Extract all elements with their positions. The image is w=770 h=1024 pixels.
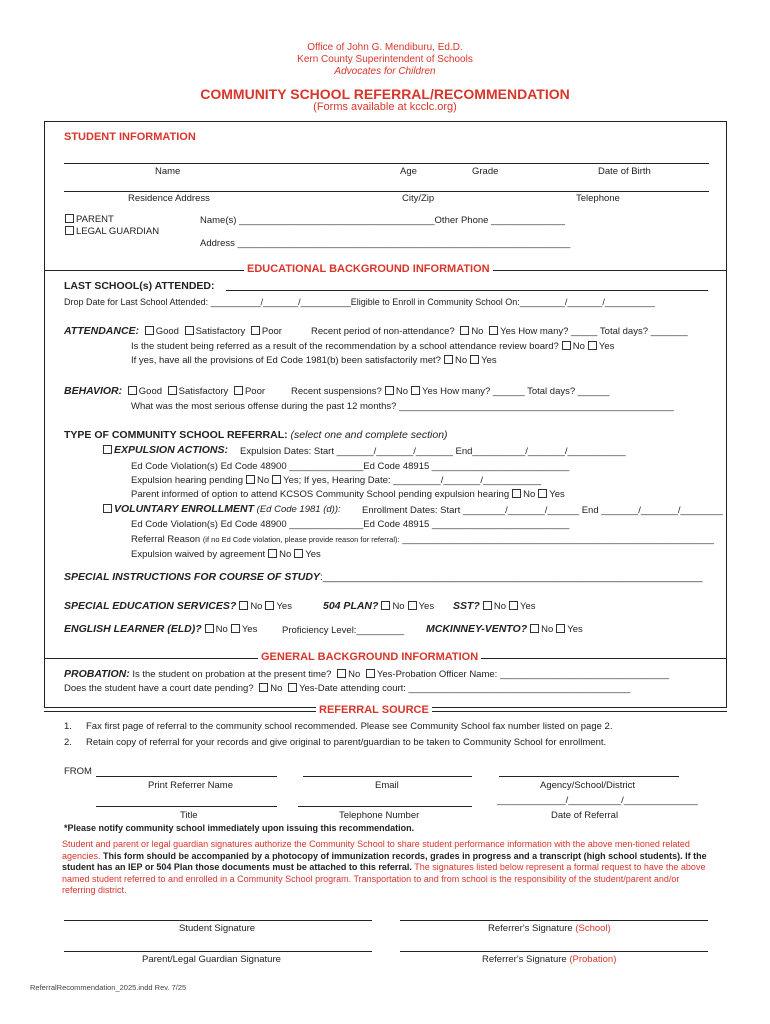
grade-label: Grade [472,166,499,177]
referrer-name-field[interactable] [96,776,277,777]
guardian-address-line[interactable]: Address _______________________________________________________________ [200,238,571,249]
telephone-field[interactable] [298,806,472,807]
behavior-recent[interactable]: Recent suspensions? No Yes How many? ______ Total days? ______ [291,386,610,397]
email-field[interactable] [303,776,472,777]
date-of-referral-label: Date of Referral [551,810,619,821]
beh-poor-checkbox[interactable] [234,386,243,395]
last-school-label: LAST SCHOOL(s) ATTENDED: [64,280,215,292]
referrer-probation-signature-line[interactable] [400,951,708,952]
att-recent-no-checkbox [460,326,469,335]
guardian-checkbox-row[interactable]: LEGAL GUARDIAN [62,226,159,237]
waived-yes-checkbox [294,549,303,558]
mv-no-checkbox [530,624,539,633]
sst-row[interactable]: SST? No Yes [453,600,536,612]
referrer-school-signature-line[interactable] [400,920,708,921]
att-recent-yes-checkbox [489,326,498,335]
expulsion-edcode[interactable]: Ed Code Violation(s) Ed Code 48900 ______________Ed Code 48915 __________________________ [131,461,570,472]
from-label: FROM [64,766,92,777]
type-of-referral-row: TYPE OF COMMUNITY SCHOOL REFERRAL: (select one and complete section) [64,429,448,441]
expulsion-waived[interactable]: Expulsion waived by agreement No Yes [131,549,321,560]
student-signature-label: Student Signature [179,923,256,934]
proficiency-level[interactable]: Proficiency Level:_________ [282,625,405,636]
ell-yes-checkbox [231,624,240,633]
behavior-row: BEHAVIOR: Good Satisfactory Poor [64,385,266,397]
hearing-yes-checkbox [272,475,281,484]
drop-date-line[interactable]: Drop Date for Last School Attended: __________/_______/__________Eligible to Enroll in Community School On:_________/_______/__________ [64,297,655,307]
kcsos-option[interactable]: Parent informed of option to attend KCSOS Community School pending expulsion hearing No Yes [131,489,565,500]
mckinney-row[interactable]: MCKINNEY-VENTO? No Yes [426,623,583,635]
parent-checkbox-row[interactable]: PARENT [62,214,114,225]
footer-filename: ReferralRecommendation_2025.indd Rev. 7/25 [30,983,187,992]
parent-signature-label: Parent/Legal Guardian Signature [142,954,281,965]
enrollment-dates[interactable]: Enrollment Dates: Start ________/_______/______ End _______/_______/________ [362,505,723,516]
special-instructions[interactable]: SPECIAL INSTRUCTIONS FOR COURSE OF STUDY:_________________________________________________________________ [64,571,703,583]
informed-no-checkbox [512,489,521,498]
email-label: Email [375,780,399,791]
title-field[interactable] [96,806,277,807]
attendance-recent[interactable]: Recent period of non-attendance? No Yes How many? _____ Total days? _______ [311,326,688,337]
agency-label: Agency/School/District [540,780,636,791]
edcode-yes-checkbox [470,355,479,364]
voluntary-checkbox [103,504,112,513]
student-signature-line[interactable] [64,920,372,921]
referral-reason[interactable]: Referral Reason (if no Ed Code violation, please provide reason for referral): ___________________________________________________________ [131,534,714,545]
court-row[interactable]: Does the student have a court date pending? No Yes-Date attending court: __________________________________________ [64,683,631,694]
attendance-label: ATTENDANCE: [64,325,140,337]
guardian-names-line[interactable]: Name(s) _____________________________________Other Phone ______________ [200,215,566,226]
edcode-no-checkbox [444,355,453,364]
edcode-question[interactable]: If yes, have all the provisions of Ed Code 1981(b) been satisfactorily met? No Yes [131,355,497,366]
voluntary-edcode[interactable]: Ed Code Violation(s) Ed Code 48900 ______________Ed Code 48915 __________________________ [131,519,570,530]
page-subtitle: (Forms available at kcclc.org) [313,101,457,113]
referrer-school-label: Referrer's Signature (School) [488,923,611,934]
telephone-number-label: Telephone Number [339,810,420,821]
office-line: Office of John G. Mendiburu, Ed.D. [307,42,463,53]
sped-row[interactable]: SPECIAL EDUCATION SERVICES? No Yes [64,600,292,612]
sst-yes-checkbox [509,601,518,610]
print-name-label: Print Referrer Name [148,780,233,791]
probation-no-checkbox [337,669,346,678]
title-label: Title [180,810,198,821]
telephone-label: Telephone [576,193,620,204]
behavior-label: BEHAVIOR: [64,385,123,397]
beh-good-checkbox[interactable] [128,386,137,395]
last-school-line[interactable] [226,290,708,291]
waived-no-checkbox [268,549,277,558]
notify-note: *Please notify community school immediately upon issuing this recommendation. [64,823,415,833]
form-frame [44,121,727,708]
referrer-probation-label: Referrer's Signature (Probation) [482,954,617,965]
section-general-background: GENERAL BACKGROUND INFORMATION [258,651,481,663]
hearing-no-checkbox [246,475,255,484]
att-poor-checkbox[interactable] [251,326,260,335]
agency-field[interactable] [499,776,679,777]
ell-row[interactable]: ENGLISH LEARNER (ELD)? No Yes [64,623,258,635]
court-yes-checkbox [288,683,297,692]
sst-no-checkbox [483,601,492,610]
sped-no-checkbox [239,601,248,610]
att-good-checkbox[interactable] [145,326,154,335]
probation-row[interactable]: PROBATION: Is the student on probation at the present time? No Yes-Probation Officer Name: ________________________________ [64,668,670,680]
expulsion-actions-row[interactable]: EXPULSION ACTIONS: [100,444,228,456]
probation-yes-checkbox [366,669,375,678]
date-of-referral-field[interactable]: _____________/__________/______________ [497,795,698,806]
expulsion-checkbox [103,445,112,454]
attendance-row: ATTENDANCE: Good Satisfactory Poor [64,325,282,337]
ell-no-checkbox [205,624,214,633]
name-label: Name [155,166,181,177]
page-title: COMMUNITY SCHOOL REFERRAL/RECOMMENDATION [200,86,570,102]
advocates-line: Advocates for Children [334,66,436,77]
voluntary-row[interactable]: VOLUNTARY ENROLLMENT (Ed Code 1981 (d)): [100,503,341,515]
sarb-yes-checkbox [588,341,597,350]
susp-no-checkbox [385,386,394,395]
504-no-checkbox [381,601,390,610]
sarb-question[interactable]: Is the student being referred as a result of the recommendation by a school attendance review board? No Yes [131,341,615,352]
city-label: City/Zip [402,193,435,204]
expulsion-dates[interactable]: Expulsion Dates: Start _______/_______/_______ End__________/_______/___________ [240,446,626,457]
parent-checkbox[interactable] [65,214,74,223]
sarb-no-checkbox [562,341,571,350]
county-line: Kern County Superintendent of Schools [297,54,473,65]
504-row[interactable]: 504 PLAN? No Yes [323,600,435,612]
sped-yes-checkbox [265,601,274,610]
expulsion-hearing[interactable]: Expulsion hearing pending No Yes; If yes, Hearing Date: _________/_______/___________ [131,475,542,486]
address-row-line[interactable] [64,191,709,192]
section-student-info: STUDENT INFORMATION [64,131,196,143]
section-edu-background: EDUCATIONAL BACKGROUND INFORMATION [244,263,493,275]
guardian-checkbox[interactable] [65,226,74,235]
consent-paragraph: Student and parent or legal guardian signatures authorize the Community School to share student performance information with the above men-tioned related agencies. This form should be accompanied by a photocopy of immunization records, grades in progress and a transcript (high school students). If the student has an IEP or 504 Plan those documents must be attached to this referral. The signatures listed below represent a formal request to have the above named student referred to and enrolled in a Community School program. Transportation to and from school is the responsibility of the student/parent and/or referring district. [62,839,707,895]
dob-label: Date of Birth [598,166,651,177]
parent-signature-line[interactable] [64,951,372,952]
name-row-line[interactable] [64,163,709,164]
instruction-1: 1. Fax first page of referral to the community school recommended. Please see Community School fax number listed on page 2. [64,721,613,732]
residence-label: Residence Address [128,193,210,204]
504-yes-checkbox [408,601,417,610]
instruction-2: 2. Retain copy of referral for your records and give original to parent/guardian to be taken to Community School for enrollment. [64,737,607,748]
att-satisfactory-checkbox[interactable] [185,326,194,335]
court-no-checkbox [259,683,268,692]
mv-yes-checkbox [556,624,565,633]
section-referral-source: REFERRAL SOURCE [316,704,432,716]
offense-question[interactable]: What was the most serious offense during the past 12 months? ____________________________________________________ [131,401,674,412]
beh-satisfactory-checkbox[interactable] [168,386,177,395]
susp-yes-checkbox [411,386,420,395]
informed-yes-checkbox [538,489,547,498]
age-label: Age [400,166,417,177]
